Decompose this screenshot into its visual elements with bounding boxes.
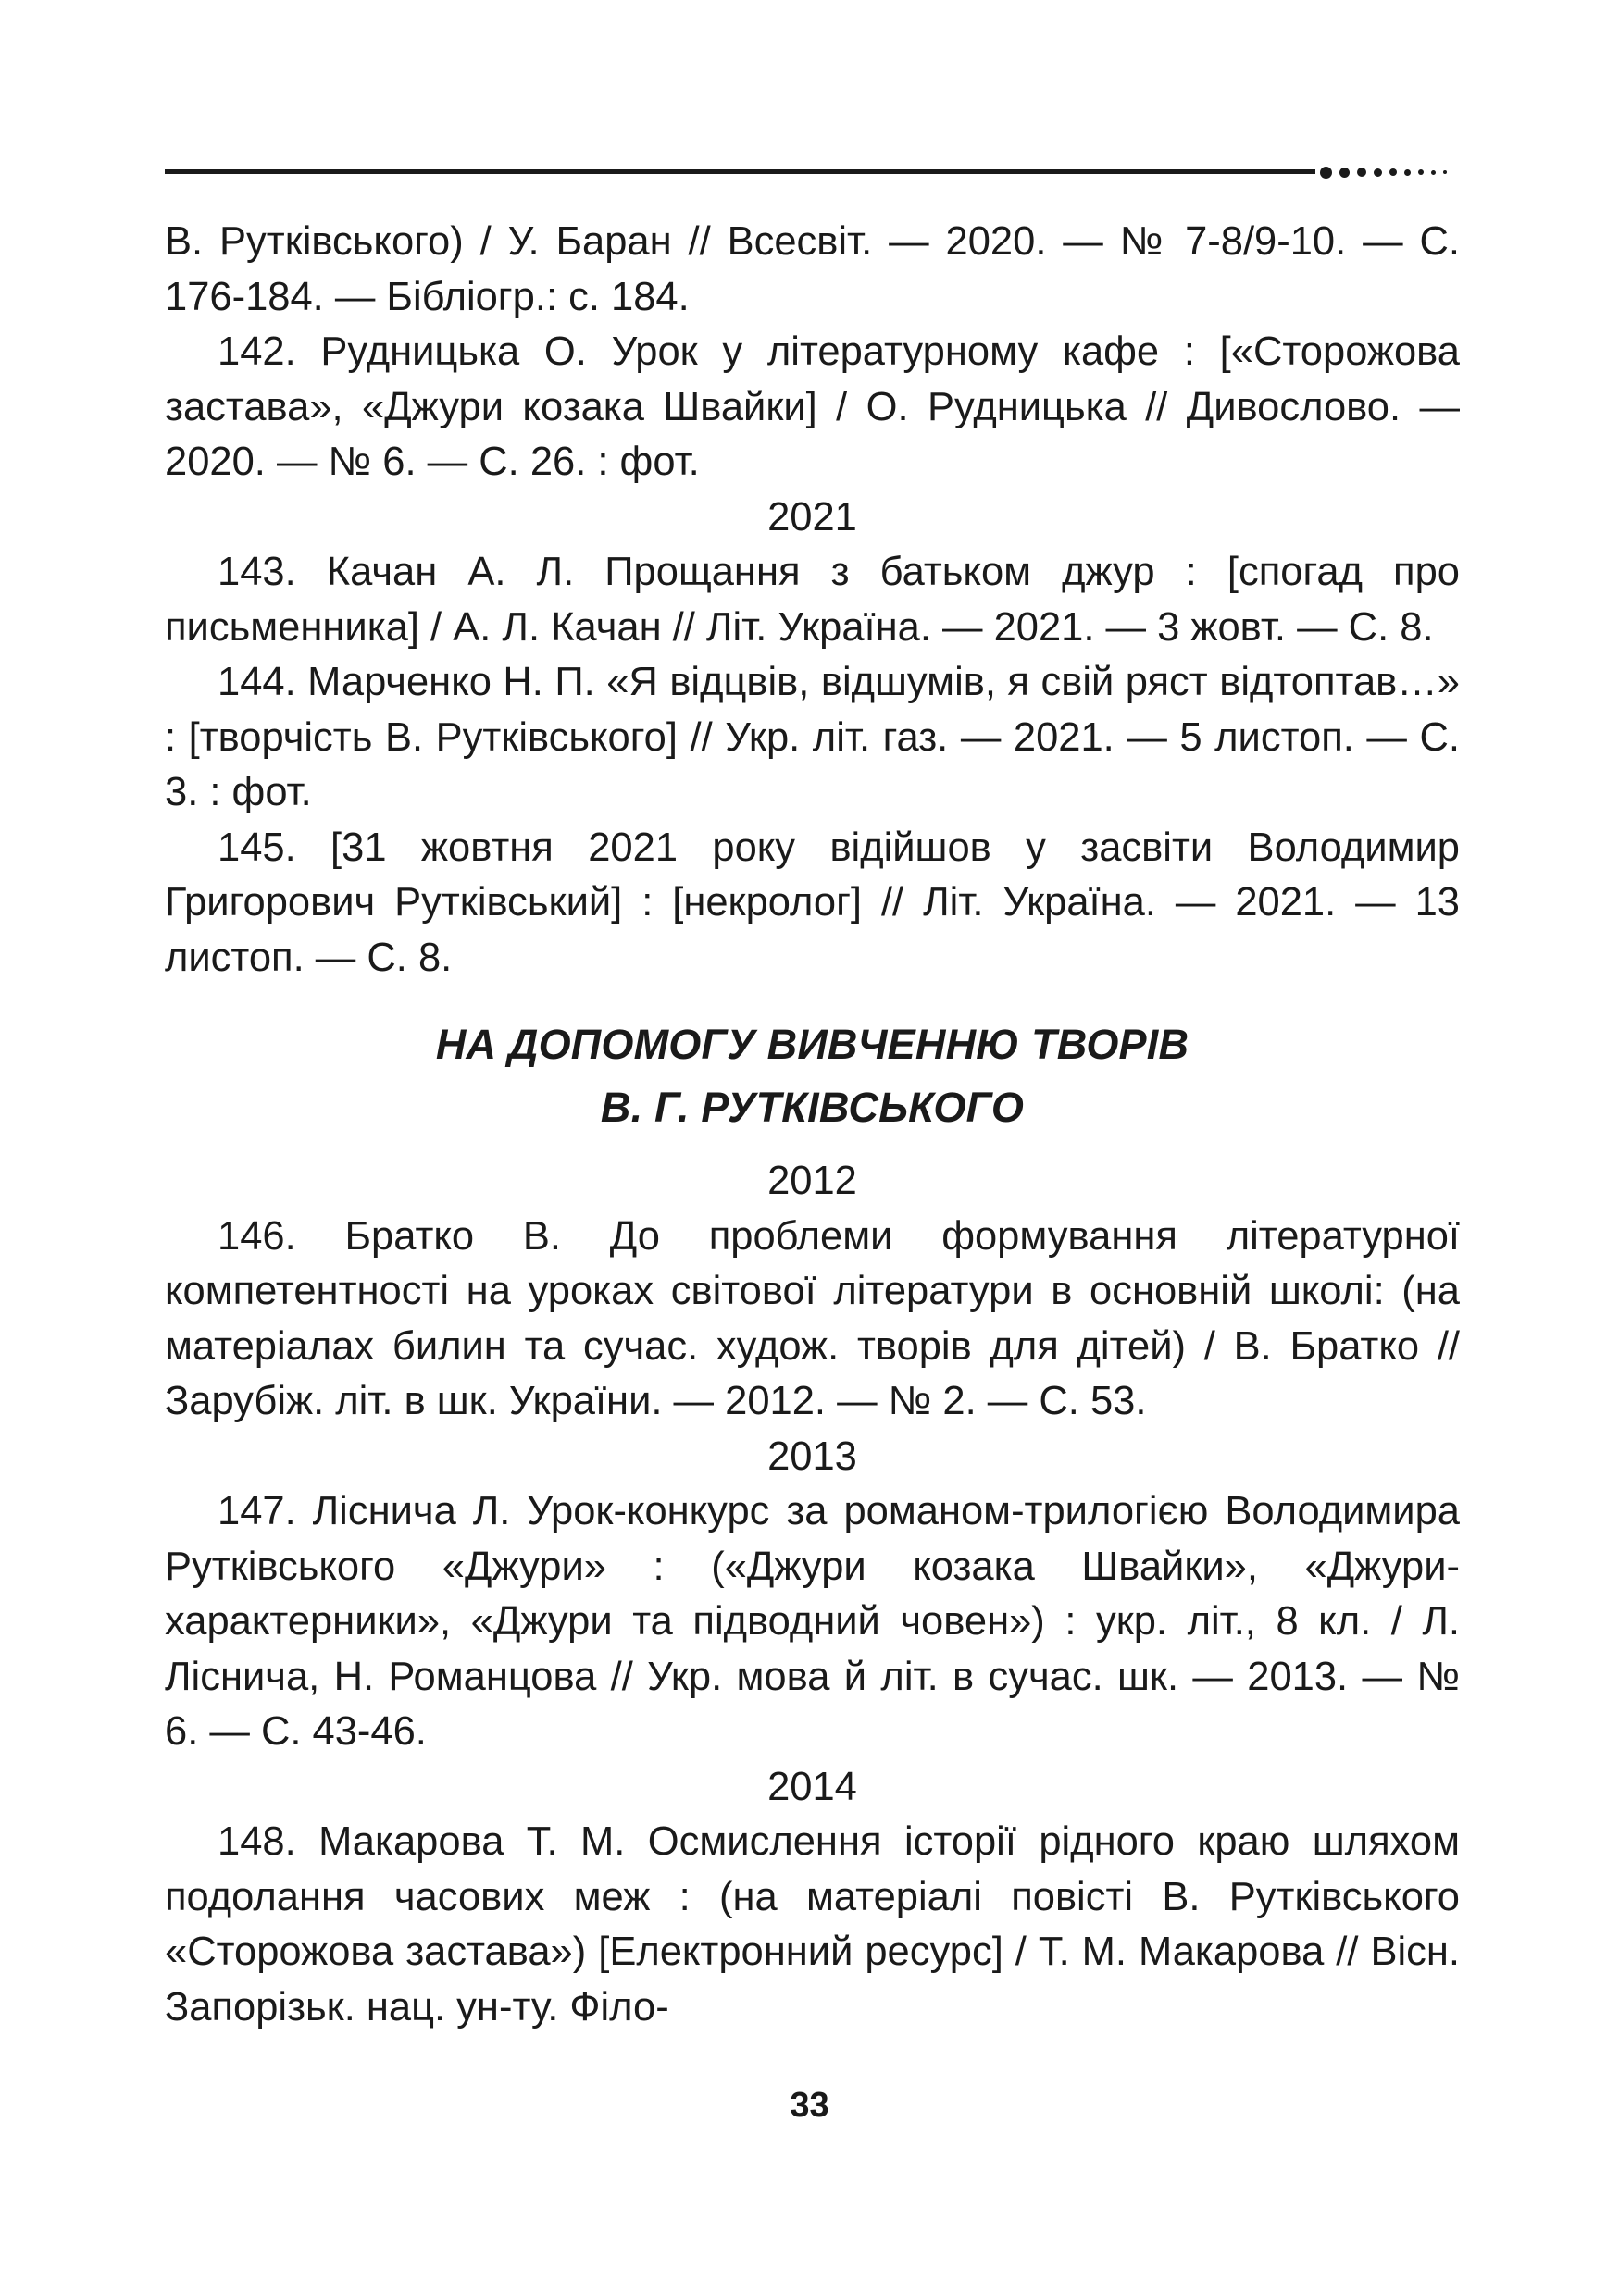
year-heading-2013: 2013 xyxy=(767,1433,857,1479)
header-dot xyxy=(1320,167,1332,179)
entry-144: 144. Марченко Н. П. «Я відцвів, відшумів, я свій ряст відтоптав…» : [творчість В. Рутківського] // Укр. літ. газ. — 2021. — 5 листоп. — С. 3. : фот. xyxy=(165,660,1460,814)
bibliography-body xyxy=(165,215,1460,2035)
entry-142: 142. Рудницька О. Урок у літературному кафе : [«Сторожова застава», «Джури козака Швайки] / О. Рудницька // Дивослово. — 2020. — № 6. — С. 26. : фот. xyxy=(165,329,1460,484)
header-dot xyxy=(1443,170,1447,174)
header-dot xyxy=(1357,168,1366,177)
section-heading xyxy=(165,1013,1460,1139)
entry-continuation: В. Рутківського) / У. Баран // Всесвіт. — 2020. — № 7-8/9-10. — С. 176-184. — Бібліогр.: с. 184. xyxy=(165,219,1460,319)
page-number: 33 xyxy=(790,2086,829,2125)
header-rule xyxy=(165,169,1315,174)
section-heading-line-2: В. Г. РУТКІВСЬКОГО xyxy=(600,1084,1025,1131)
header-dot xyxy=(1389,168,1397,176)
entry-147: 147. Ліснича Л. Урок-конкурс за романом-трилогією Володимира Рутківського «Джури» : («Джури козака Швайки», «Джури-характерники», «Джури та підводний човен») : укр. літ., 8 кл. / Л. Ліснича, Н. Романцова // Укр. мова й літ. в сучас. шк. — 2013. — № 6. — С. 43-46. xyxy=(165,1489,1460,1754)
entry-145: 145. [31 жовтня 2021 року відійшов у засвіти Володимир Григорович Рутківський] : [некролог] // Літ. Україна. — 2021. — 13 листоп. — С. 8. xyxy=(165,825,1460,980)
header-dot xyxy=(1404,169,1411,176)
entry-148: 148. Макарова Т. М. Осмислення історії рідного краю шляхом подолання часових меж : (на матеріалі повісті В. Рутківського «Сторожова застава») [Електронний ресурс] / Т. М. Макарова // Вісн. Запорізьк. нац. ун-ту. Філо- xyxy=(165,1819,1460,2029)
header-dot xyxy=(1431,170,1436,175)
entry-143: 143. Качан А. Л. Прощання з батьком джур : [спогад про письменника] / А. Л. Качан // Літ. Україна. — 2021. — 3 жовт. — С. 8. xyxy=(165,550,1460,650)
header-dots xyxy=(1320,166,1468,179)
section-heading-line-1: НА ДОПОМОГУ ВИВЧЕННЮ ТВОРІВ xyxy=(435,1021,1189,1068)
year-heading-2021: 2021 xyxy=(767,494,857,540)
header-dot xyxy=(1418,169,1424,175)
entry-146: 146. Братко В. До проблеми формування літературної компетентності на уроках світової літератури в основній школі: (на матеріалах билин та сучас. худож. творів для дітей) / В. Братко // Зарубіж. літ. в шк. України. — 2012. — № 2. — С. 53. xyxy=(165,1213,1460,1423)
year-heading-2014: 2014 xyxy=(767,1764,857,1809)
year-heading-2012: 2012 xyxy=(767,1159,857,1203)
header-dot xyxy=(1339,168,1350,178)
header-dot xyxy=(1374,168,1382,177)
